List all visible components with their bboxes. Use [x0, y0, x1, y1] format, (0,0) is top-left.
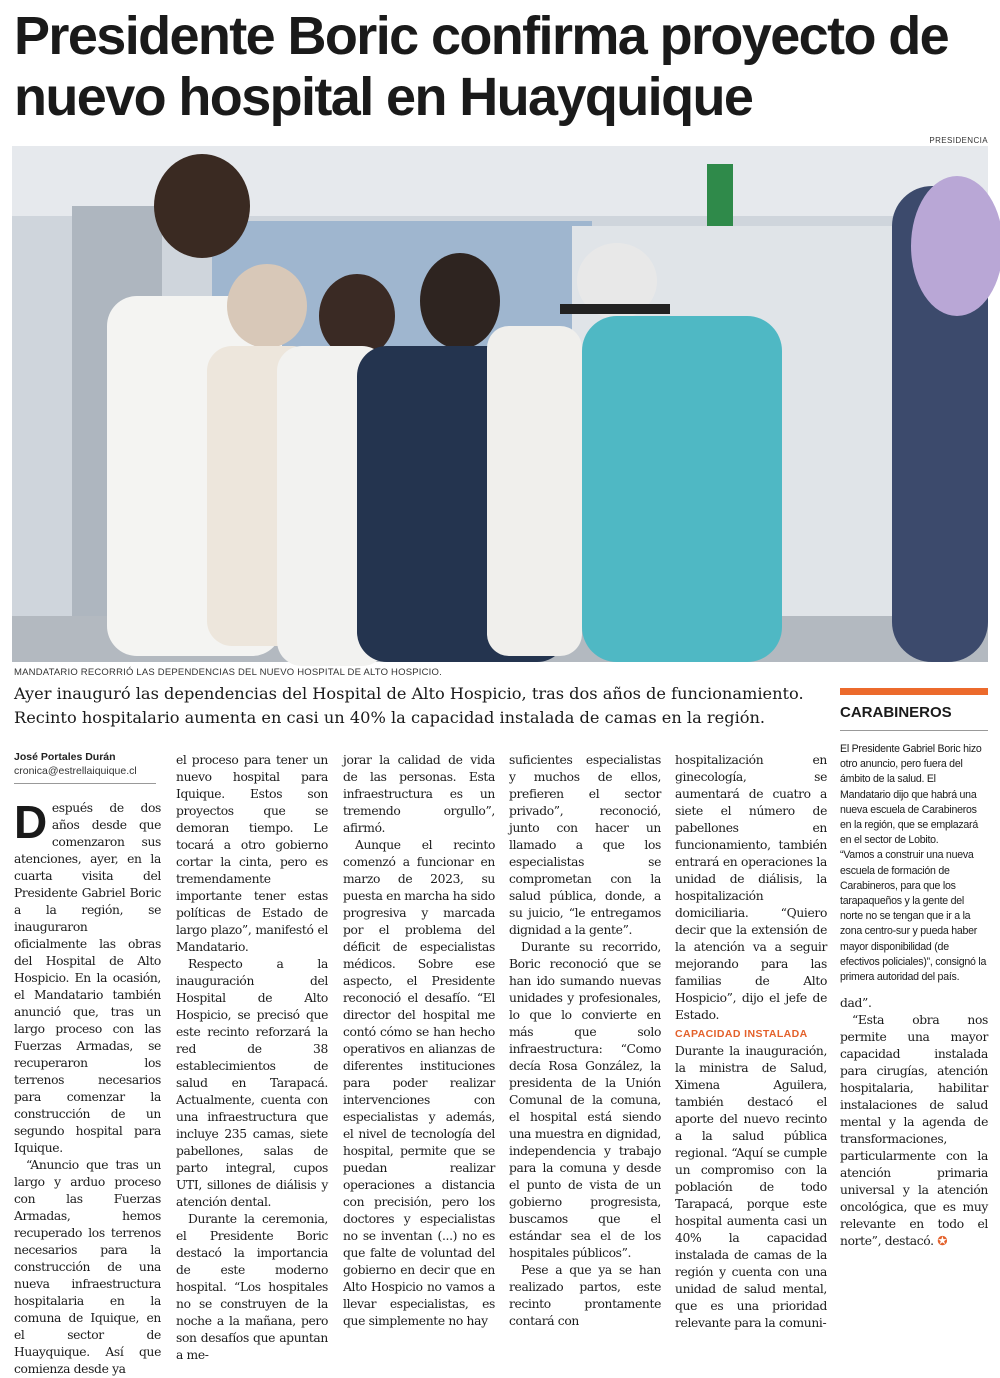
article-column-6: [840, 995, 988, 1250]
sidebar-title: CARABINEROS: [840, 704, 952, 721]
article-paragraph: dad”.: [840, 996, 872, 1010]
article-text: espués de dos años desde que comenzaron sus atenciones, ayer, en la cuarta visita del Presidente Gabriel Boric a la región, se inauguraron oficialmente las obras del Hospital de Alto Hospicio. En la ocasión, el Mandatario también anunció que, tras un largo proceso con las Fuerzas Armadas, se recuperaron los terrenos necesarios para comenzar la construcción de un segundo hospital para Iquique.: [14, 801, 161, 1155]
sidebar-paragraph: “Vamos a construir una nueva escuela de formación de Carabineros, para que los tarapaqueños y la gente del norte no se tengan que ir a la zona centro-sur y pueda haber mayor disponibilidad (de efectivos policiales)”, consignó la primera autoridad del país.: [840, 849, 987, 984]
photo-caption: MANDATARIO RECORRIÓ LAS DEPENDENCIAS DEL NUEVO HOSPITAL DE ALTO HOSPICIO.: [14, 667, 442, 678]
drop-cap: D: [14, 796, 47, 848]
end-mark-icon: ✪: [937, 1234, 948, 1248]
main-photo: [12, 146, 988, 662]
photo-illustration: [12, 146, 988, 662]
article-paragraph: hospitalización en ginecología, se aumentará de cuatro a siete el número de pabellones en funcionamiento, también entrará en operaciones la unidad de diálisis, la hospitalización domiciliaria. “Quiero decir que la extensión de la atención va a seguir mejorando para las familias de Alto Hospicio”, dijo el jefe de Estado.: [675, 753, 827, 1022]
article-text: “Esta obra nos permite una mayor capacidad instalada para cirugías, atención hospitalaria, habilitar instalaciones de salud mental y la agenda de transformaciones, particularmente con la atención primaria universal y la atención oncológica, que es muy relevante en todo el norte”, destacó.: [840, 1013, 988, 1248]
article-paragraph: Aunque el recinto comenzó a funcionar en marzo de 2023, su puesta en marcha ha sido progresiva y marcada por el problema del déficit de especialistas médicos. Sobre ese aspecto, el Presidente reconoció el desafío. “El director del hospital me contó cómo se han hecho operativos en alianzas de diferentes instituciones para poder realizar intervenciones con especialistas y además, el nivel de tecnología del hospital, permite que se puedan realizar operaciones a distancia con precisión, pero los doctores y especialistas no se inventan (...) no es que falte de voluntad del gobierno en decir que en Alto Hospicio no vamos a llevar especialistas, es que simplemente no hay: [343, 838, 495, 1328]
headline: Presidente Boric confirma proyecto de nuevo hospital en Huayquique: [14, 6, 949, 127]
article-paragraph: el proceso para tener un nuevo hospital para Iquique. Estos son proyectos que se demoran tiempo. Le tocará a otro gobierno cortar la cinta, pero es tremendamente importante tener estas políticas de Estado de largo plazo”, manifestó el Mandatario.: [176, 753, 328, 954]
article-paragraph: [14, 796, 161, 1157]
article-column-2: [176, 752, 328, 1364]
article-paragraph: suficientes especialistas y muchos de ellos, prefieren el sector privado”, reconoció, junto con hacer un llamado a que los especialistas se comprometan con la salud pública, donde, a su juicio, “le entregamos dignidad a la gente”.: [509, 753, 661, 937]
byline-divider: [14, 783, 156, 784]
article-column-1: [14, 796, 161, 1378]
sidebar-body: [840, 742, 988, 985]
photo-credit: PRESIDENCIA: [929, 136, 988, 145]
sidebar-accent-bar: [840, 688, 988, 695]
article-column-3: [343, 752, 495, 1330]
section-subhead: CAPACIDAD INSTALADA: [675, 1028, 808, 1040]
article-paragraph: “Anuncio que tras un largo y arduo proceso con las Fuerzas Armadas, hemos recuperado los terrenos necesarios para la construcción de una nueva infraestructura hospitalaria en la comuna de Iquique, en el sector de Huayquique. Así que comienza desde ya: [14, 1158, 161, 1376]
author-name: José Portales Durán: [14, 751, 116, 763]
byline: [14, 750, 137, 778]
article-column-5: [675, 752, 827, 1332]
deck: Ayer inauguró las dependencias del Hospital de Alto Hospicio, tras dos años de funcionamiento. Recinto hospitalario aumenta en casi un 40% la capacidad instalada de camas en la región.: [14, 684, 804, 727]
article-paragraph: Pese a que ya se han realizado partos, este recinto prontamente contará con: [509, 1263, 661, 1328]
sidebar-divider: [840, 730, 988, 731]
article-paragraph: Durante la ceremonia, el Presidente Boric destacó la importancia de este moderno hospital. “Los hospitales no se construyen de la noche a la mañana, pero son desafíos que apuntan a me-: [176, 1212, 328, 1362]
article-column-4: [509, 752, 661, 1330]
author-email[interactable]: cronica@estrellaiquique.cl: [14, 765, 137, 777]
sidebar-paragraph: El Presidente Gabriel Boric hizo otro anuncio, pero fuera del ámbito de la salud. El Mandatario dijo que habrá una nueva escuela de Carabineros en la región, que se emplazará en el sector de Lobito.: [840, 743, 982, 847]
article-paragraph: Respecto a la inauguración del Hospital de Alto Hospicio, se precisó que este recinto reforzará la red de 38 establecimientos de salud en Tarapacá. Actualmente, cuenta con una infraestructura que incluye 235 camas, siete pabellones, salas de parto integral, cupos UTI, sillones de diálisis y atención dental.: [176, 957, 328, 1209]
article-paragraph: Durante su recorrido, Boric reconoció que se han ido sumando nuevas unidades y profesionales, lo que lo convierte en más que solo infraestructura: “Como decía Rosa González, la presidenta de la Unión Comunal de la comuna, el hospital está siendo una muestra en dignidad, independencia y trabajo para la comuna y desde el punto de vista de un gobierno progresista, buscamos que el estándar sea el de los hospitales públicos”.: [509, 940, 661, 1260]
article-paragraph: Durante la inauguración, la ministra de Salud, Ximena Aguilera, también destacó el aporte del nuevo recinto a la salud pública regional. “Aquí se cumple un compromiso con la población de todo Tarapacá, porque este hospital aumenta casi un 40% la capacidad instalada de camas de la región y cuenta con una unidad de salud mental, que es una prioridad relevante para la comuni-: [675, 1044, 827, 1330]
article-paragraph: jorar la calidad de vida de las personas. Esta infraestructura es un tremendo orgullo”, afirmó.: [343, 753, 495, 835]
article-paragraph: [840, 1012, 988, 1250]
